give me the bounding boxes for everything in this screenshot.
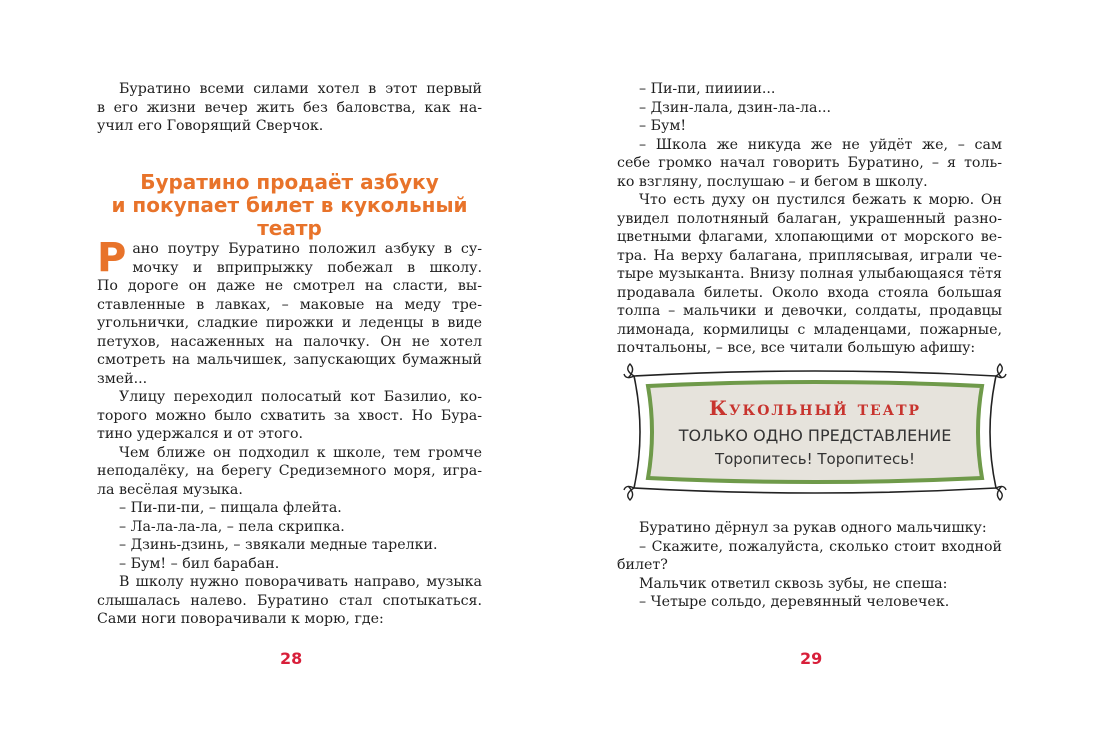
left-body-lines bbox=[97, 235, 482, 629]
text-line: По дороге он даже не смотрел на сласти, вы- bbox=[97, 278, 482, 294]
chapter-heading-line-2: и покупает билет в кукольный театр bbox=[111, 193, 468, 240]
text-line: – Четыре сольдо, деревянный человечек. bbox=[639, 594, 950, 610]
right-top-text bbox=[617, 80, 1002, 358]
puppet-theatre-poster bbox=[622, 362, 1008, 502]
text-line: ано поутру Буратино положил азбуку в су- bbox=[132, 241, 482, 257]
text-line: почтальоны, – все, все читали большую афишу: bbox=[617, 340, 976, 356]
text-line: толпа – мальчики и девочки, солдаты, продавцы bbox=[617, 303, 1002, 319]
poster-line-2: Торопитесь! Торопитесь! bbox=[714, 450, 916, 468]
text-line: торого можно было схватить за хвост. Но Бура- bbox=[97, 407, 482, 424]
text-line: в его жизни вечер жить без баловства, как на- bbox=[97, 99, 482, 116]
text-line: – Скажите, пожалуйста, сколько стоит входной bbox=[639, 538, 1002, 555]
right-bottom-text bbox=[617, 519, 1002, 612]
chapter-heading-line-1: Буратино продаёт азбуку bbox=[140, 170, 439, 194]
text-line: ла весёлая музыка. bbox=[97, 481, 243, 498]
text-line: ставленные в лавках, – маковые на меду тре- bbox=[97, 296, 482, 313]
text-line: продавала билеты. Около входа стояла большая bbox=[617, 284, 1002, 301]
text-line: В школу нужно поворачивать направо, музыка bbox=[119, 574, 482, 590]
poster-title: Кукольный театр bbox=[708, 396, 922, 420]
text-line: – Ла-ла-ла-ла, – пела скрипка. bbox=[119, 518, 345, 535]
text-line: угольнички, сладкие пирожки и леденцы в виде bbox=[97, 315, 482, 331]
drop-cap: Р bbox=[97, 235, 127, 281]
text-line: ко взгляну, послушаю – и бегом в школу. bbox=[617, 173, 928, 190]
text-line: лимонада, кормилицы с младенцами, пожарные, bbox=[617, 321, 1002, 338]
text-line: – Дзинь-дзинь, – звякали медные тарелки. bbox=[119, 537, 438, 553]
text-line: цветными флагами, хлопающими от морского ве- bbox=[617, 229, 1002, 245]
text-line: тыре музыканта. Внизу полная улыбающаяся тётя bbox=[617, 266, 1002, 282]
text-line: Сами ноги поворачивали к морю, где: bbox=[97, 611, 384, 627]
text-line: – Школа же никуда же не уйдёт же, – сам bbox=[639, 136, 1002, 153]
text-line: – Бум! – бил барабан. bbox=[119, 555, 280, 572]
page-number-right: 29 bbox=[800, 649, 823, 668]
text-line: слышалась налево. Буратино стал спотыкаться. bbox=[97, 592, 482, 609]
text-line: – Пи-пи, пиииии... bbox=[639, 81, 776, 97]
text-line: мочку и вприпрыжку побежал в школу. bbox=[132, 259, 482, 276]
text-line: Чем ближе он подходил к школе, тем громче bbox=[119, 444, 482, 461]
text-line: петухов, насаженных на палочку. Он не хотел bbox=[97, 333, 482, 350]
text-line: – Бум! bbox=[639, 118, 687, 134]
text-line: тино удержался и от этого. bbox=[97, 426, 303, 442]
text-line: учил его Говорящий Сверчок. bbox=[97, 118, 324, 134]
left-intro-paragraph bbox=[97, 80, 482, 136]
text-line: – Пи-пи-пи, – пищала флейта. bbox=[119, 500, 342, 516]
left-body-text bbox=[97, 235, 482, 629]
text-line: смотреть на мальчишек, запускающих бумажный bbox=[97, 352, 482, 368]
text-line: Буратино дёрнул за рукав одного мальчишку: bbox=[639, 520, 987, 536]
text-line: Улицу переходил полосатый кот Базилио, ко- bbox=[119, 389, 482, 405]
text-line: змей... bbox=[97, 370, 148, 387]
text-line: билет? bbox=[617, 557, 668, 573]
text-line: Буратино всеми силами хотел в этот первый bbox=[119, 81, 482, 97]
text-line: Мальчик ответил сквозь зубы, не спеша: bbox=[639, 575, 948, 592]
text-line: Что есть духу он пустился бежать к морю. Он bbox=[639, 192, 1002, 208]
poster-line-1: ТОЛЬКО ОДНО ПРЕДСТАВЛЕНИЕ bbox=[678, 426, 952, 445]
text-line: – Дзин-лала, дзин-ла-ла... bbox=[639, 99, 831, 116]
text-line: себе громко начал говорить Буратино, – я толь- bbox=[617, 155, 1002, 171]
text-line: тра. На верху балагана, приплясывая, играли че- bbox=[617, 247, 1002, 264]
chapter-heading bbox=[97, 171, 482, 240]
page-number-left: 28 bbox=[280, 649, 303, 668]
text-line: неподалёку, на берегу Средиземного моря, игра- bbox=[97, 463, 482, 479]
text-line: увидел полотняный балаган, украшенный разно- bbox=[617, 210, 1002, 227]
